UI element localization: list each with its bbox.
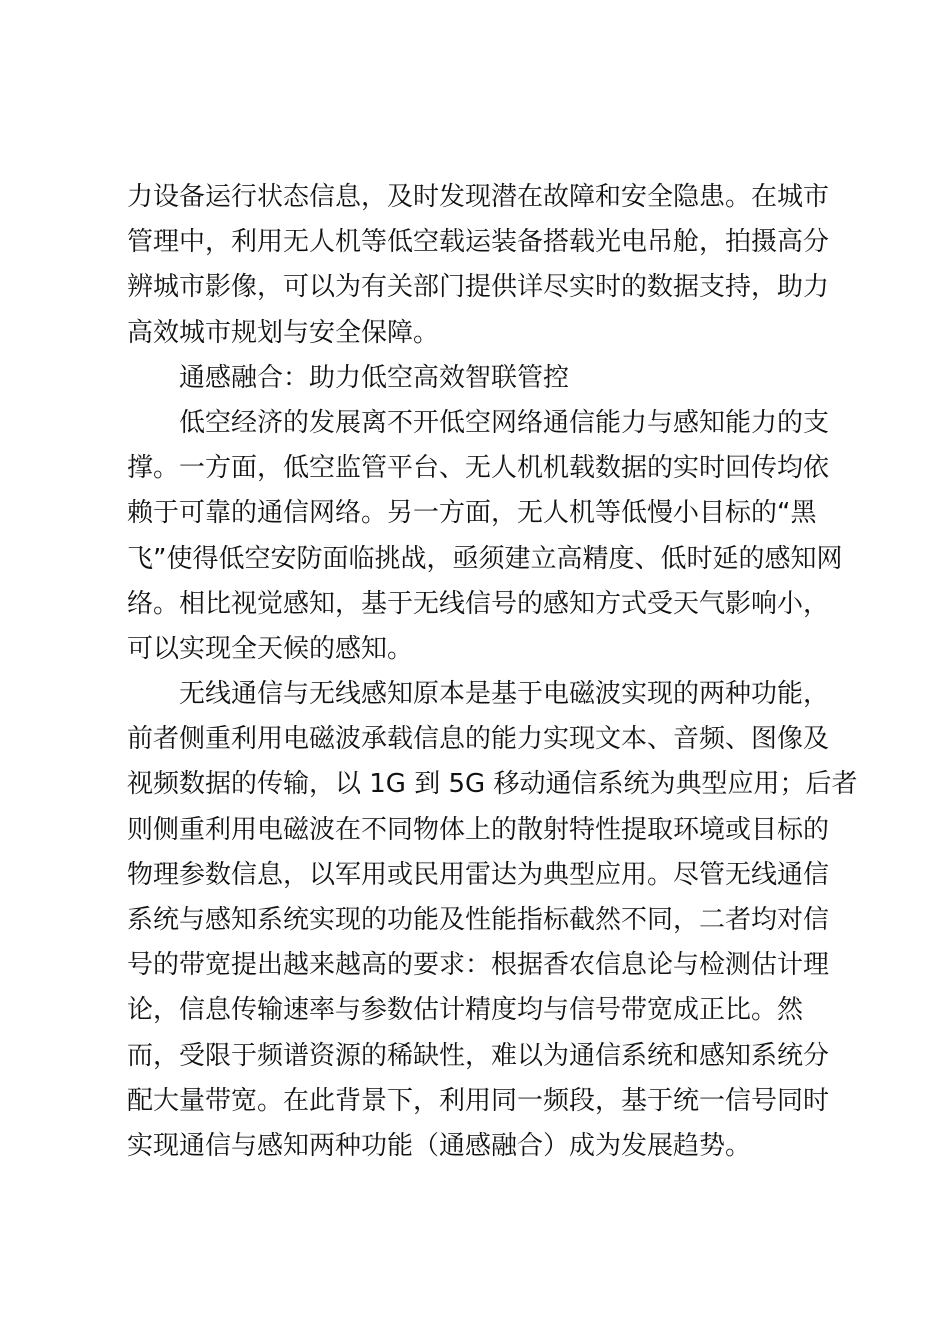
text-line: 赖于可靠的通信网络。另一方面，无人机等低慢小目标的“黑 (127, 498, 817, 529)
text-line: 而，受限于频谱资源的稀缺性，难以为通信系统和感知系统分 (127, 1040, 830, 1071)
paragraph-urban-management (127, 175, 830, 356)
text-line: 低空经济的发展离不开低空网络通信能力与感知能力的支 (179, 407, 830, 438)
text-line: 高效城市规划与安全保障。 (127, 317, 440, 348)
heading-line: 通感融合：助力低空高效智联管控 (179, 362, 570, 393)
text-line: 前者侧重利用电磁波承载信息的能力实现文本、音频、图像及 (127, 724, 830, 755)
section-heading (127, 356, 827, 401)
text-line: 管理中，利用无人机等低空载运装备搭载光电吊舱，拍摄高分 (127, 227, 830, 258)
text-line: 号的带宽提出越来越高的要求：根据香农信息论与检测估计理 (127, 950, 830, 981)
text-line: 论，信息传输速率与参数估计精度均与信号带宽成正比。然 (127, 995, 804, 1026)
paragraph-low-altitude-network (127, 401, 843, 672)
text-line: 配大量带宽。在此背景下，利用同一频段，基于统一信号同时 (127, 1085, 830, 1116)
text-line: 实现通信与感知两种功能（通感融合）成为发展趋势。 (127, 1130, 752, 1161)
body-text (127, 175, 858, 1169)
text-line: 无线通信与无线感知原本是基于电磁波实现的两种功能， (179, 679, 830, 710)
text-line: 飞”使得低空安防面临挑战，亟须建立高精度、低时延的感知网 (127, 543, 843, 574)
text-line: 撑。一方面，低空监管平台、无人机机载数据的实时回传均依 (127, 453, 830, 484)
text-line: 系统与感知系统实现的功能及性能指标截然不同，二者均对信 (127, 905, 830, 935)
text-line: 物理参数信息，以军用或民用雷达为典型应用。尽管无线通信 (127, 859, 830, 890)
text-line: 辨城市影像，可以为有关部门提供详尽实时的数据支持，助力 (127, 272, 830, 303)
text-line: 力设备运行状态信息，及时发现潜在故障和安全隐患。在城市 (127, 182, 830, 212)
text-line: 则侧重利用电磁波在不同物体上的散射特性提取环境或目标的 (127, 814, 830, 845)
text-line: 视频数据的传输，以 1G 到 5G 移动通信系统为典型应用；后者 (127, 769, 858, 800)
text-line: 可以实现全天候的感知。 (127, 633, 414, 664)
text-line: 络。相比视觉感知，基于无线信号的感知方式受天气影响小， (127, 588, 830, 619)
paragraph-integrated-sensing (127, 672, 858, 1169)
